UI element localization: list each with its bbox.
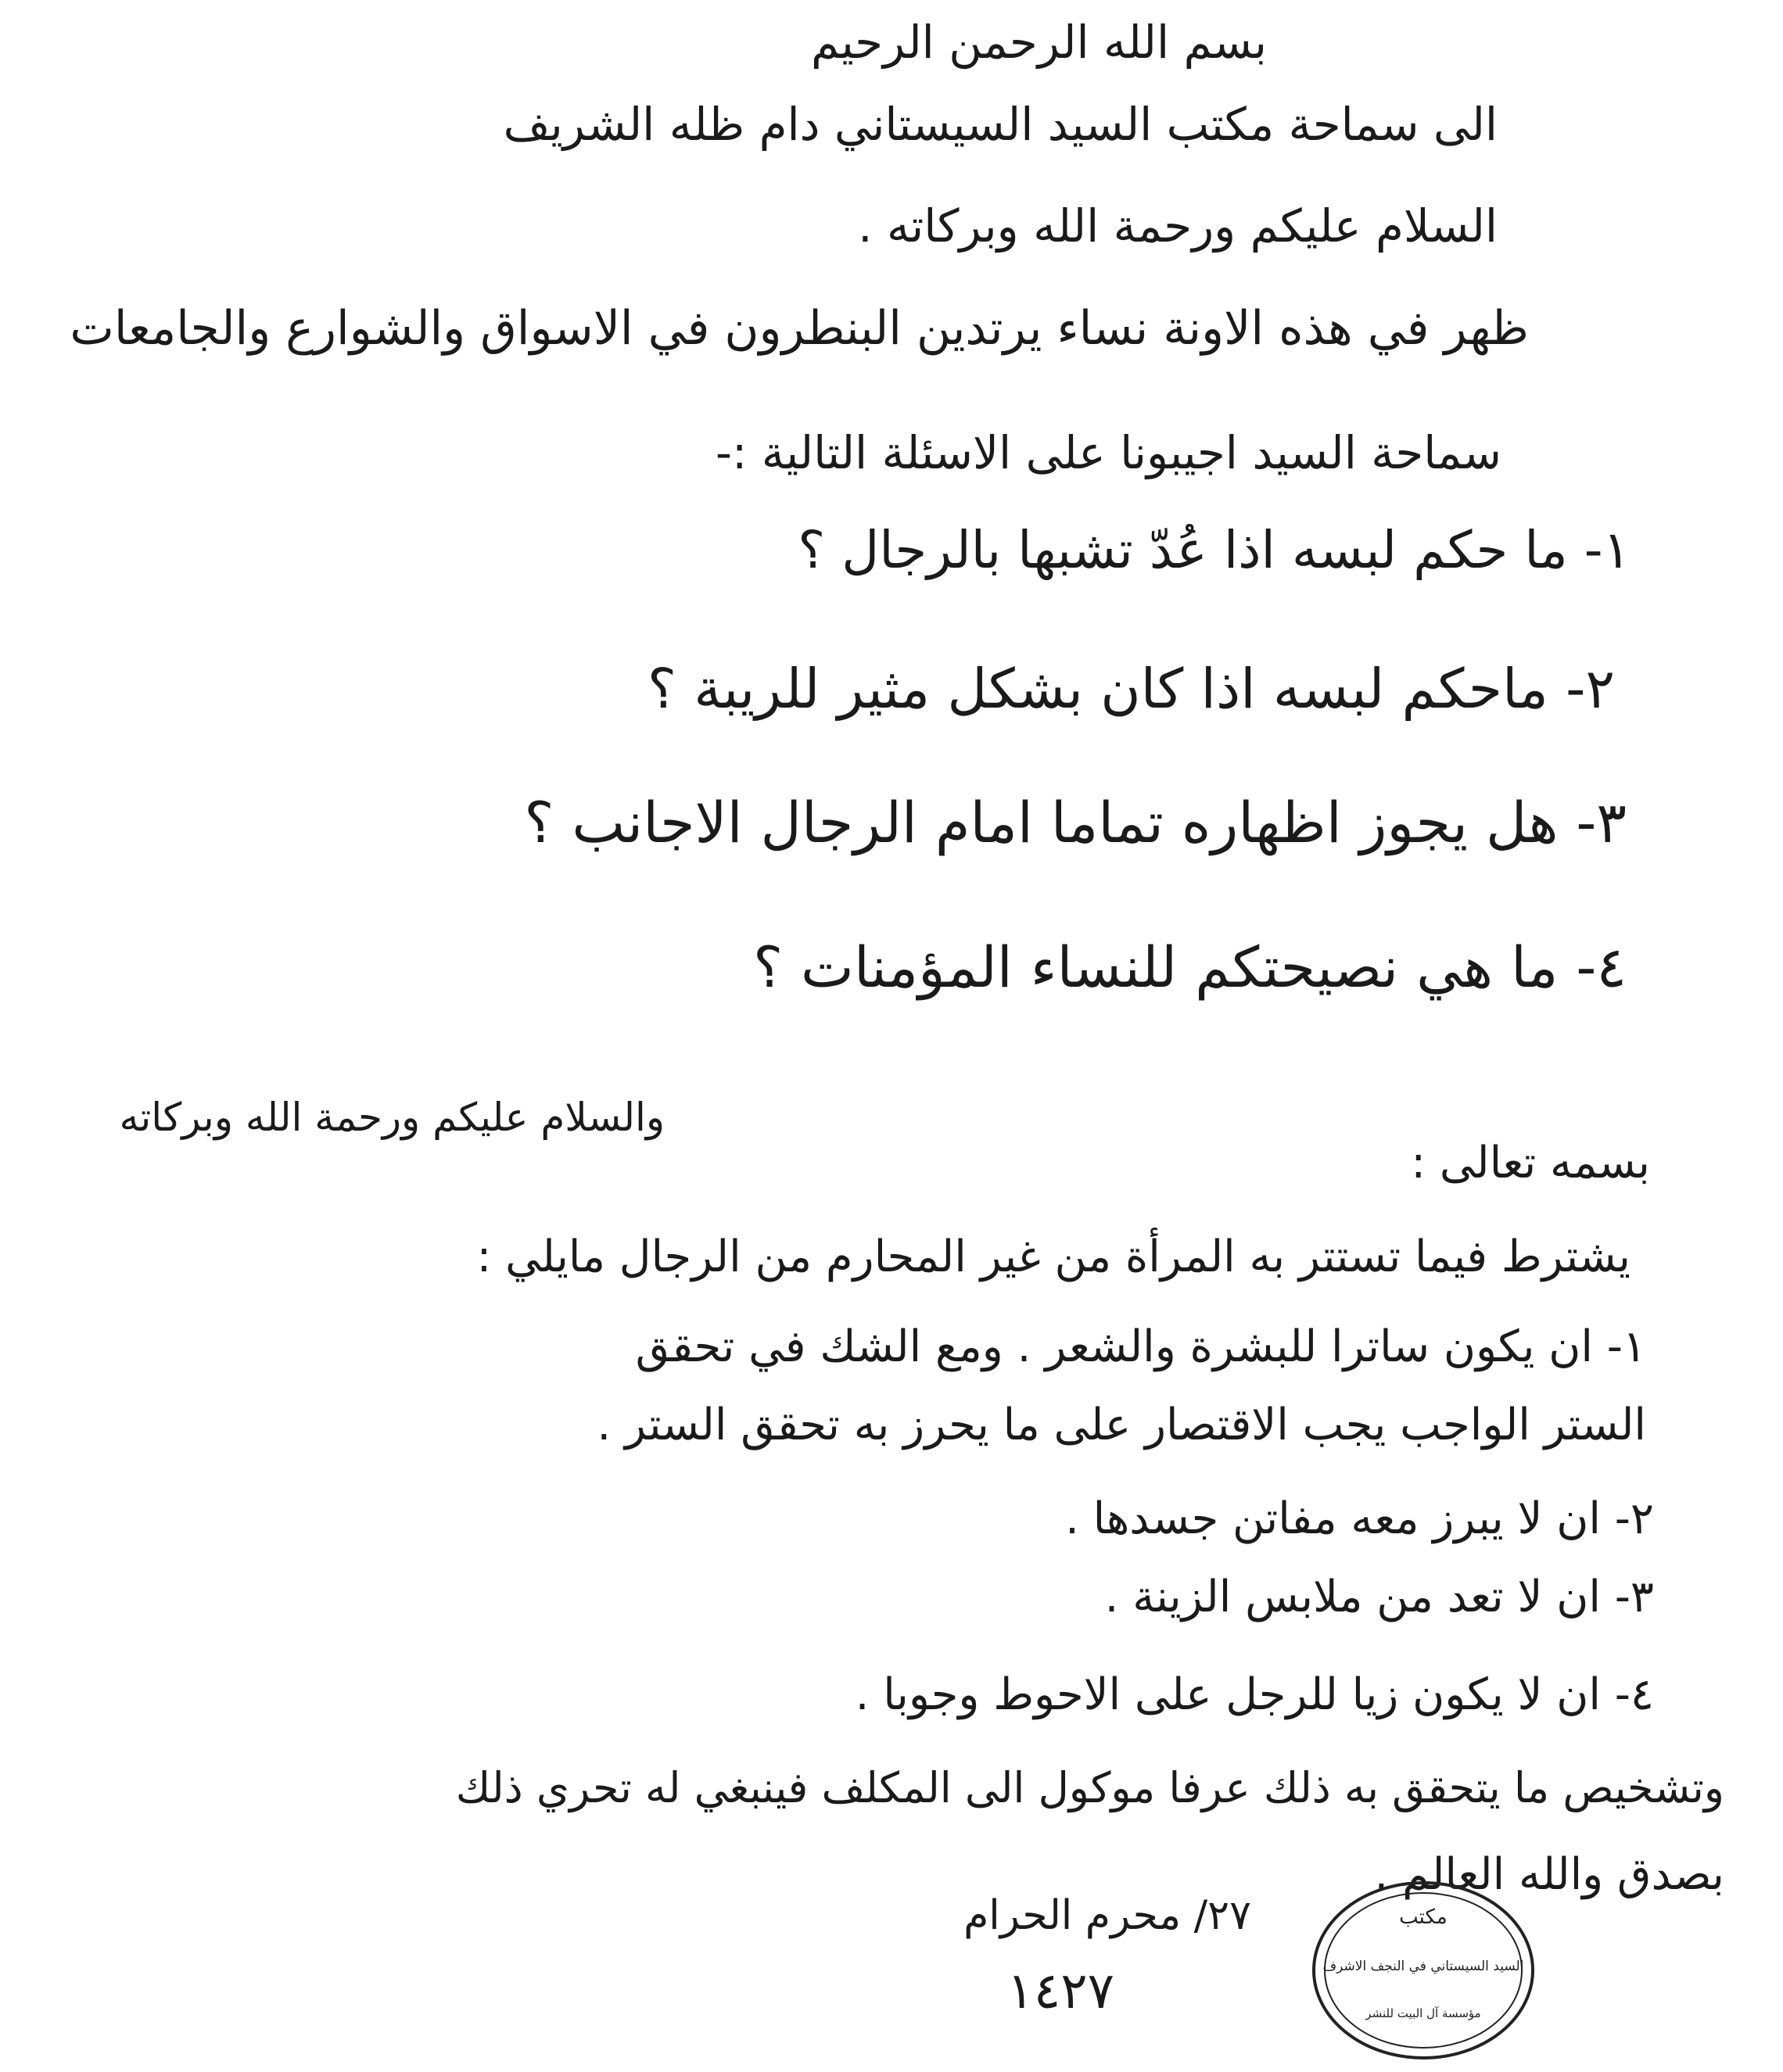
seal-middle-text: السيد السيستاني في النجف الاشرف <box>1322 1959 1524 1974</box>
conclusion-line-2: بصدق والله العالم . <box>1374 1849 1724 1900</box>
request-line: سماحة السيد اجيبونا على الاسئلة التالية :- <box>715 426 1501 479</box>
question-1: ١- ما حكم لبسه اذا عُدّ تشبها بالرجال ؟ <box>798 520 1631 580</box>
answer-opening: بسمه تعالى : <box>1411 1138 1650 1188</box>
seal-top-text: مكتب <box>1399 1905 1448 1929</box>
condition-2: ٢- ان لا يبرز معه مفاتن جسدها . <box>1065 1493 1654 1544</box>
year-line: ١٤٢٧ <box>1006 1963 1114 2020</box>
seal-graphic <box>1306 1861 1541 2064</box>
condition-1-cont: الستر الواجب يجب الاقتصار على ما يحرز به تحقق الستر . <box>597 1400 1646 1450</box>
answer-condition-intro: يشترط فيما تستتر به المرأة من غير المحارم من الرجال مايلي : <box>476 1231 1631 1282</box>
condition-1: ١- ان يكون ساترا للبشرة والشعر . ومع الشك في تحقق <box>635 1321 1646 1372</box>
date-line: ٢٧/ محرم الحرام <box>963 1892 1251 1939</box>
greeting-line: السلام عليكم ورحمة الله وبركاته . <box>858 199 1498 253</box>
conclusion-line-1: وتشخيص ما يتحقق به ذلك عرفا موكول الى المكلف فينبغي له تحري ذلك <box>455 1763 1724 1812</box>
closing-line: والسلام عليكم ورحمة الله وبركاته <box>119 1095 665 1140</box>
question-3: ٣- هل يجوز اظهاره تماما امام الرجال الاجانب ؟ <box>524 790 1627 855</box>
condition-4: ٤- ان لا يكون زيا للرجل على الاحوط وجوبا . <box>855 1669 1654 1720</box>
intro-line: ظهر في هذه الاونة نساء يرتدين البنطرون في الاسواق والشوارع والجامعات <box>70 301 1529 356</box>
seal-bottom-text: مؤسسة آل البيت للنشر <box>1365 2006 1481 2020</box>
question-4: ٤- ما هي نصيحتكم للنساء المؤمنات ؟ <box>752 934 1627 1000</box>
addressee-line: الى سماحة مكتب السيد السيستاني دام ظله الشريف <box>503 98 1498 151</box>
condition-3: ٣- ان لا تعد من ملابس الزينة . <box>1104 1572 1654 1622</box>
office-seal-stamp <box>1306 1861 1541 2064</box>
basmala: بسم الله الرحمن الرحيم <box>811 16 1267 69</box>
question-2: ٢- ماحكم لبسه اذا كان بشكل مثير للريبة ؟ <box>647 657 1615 721</box>
